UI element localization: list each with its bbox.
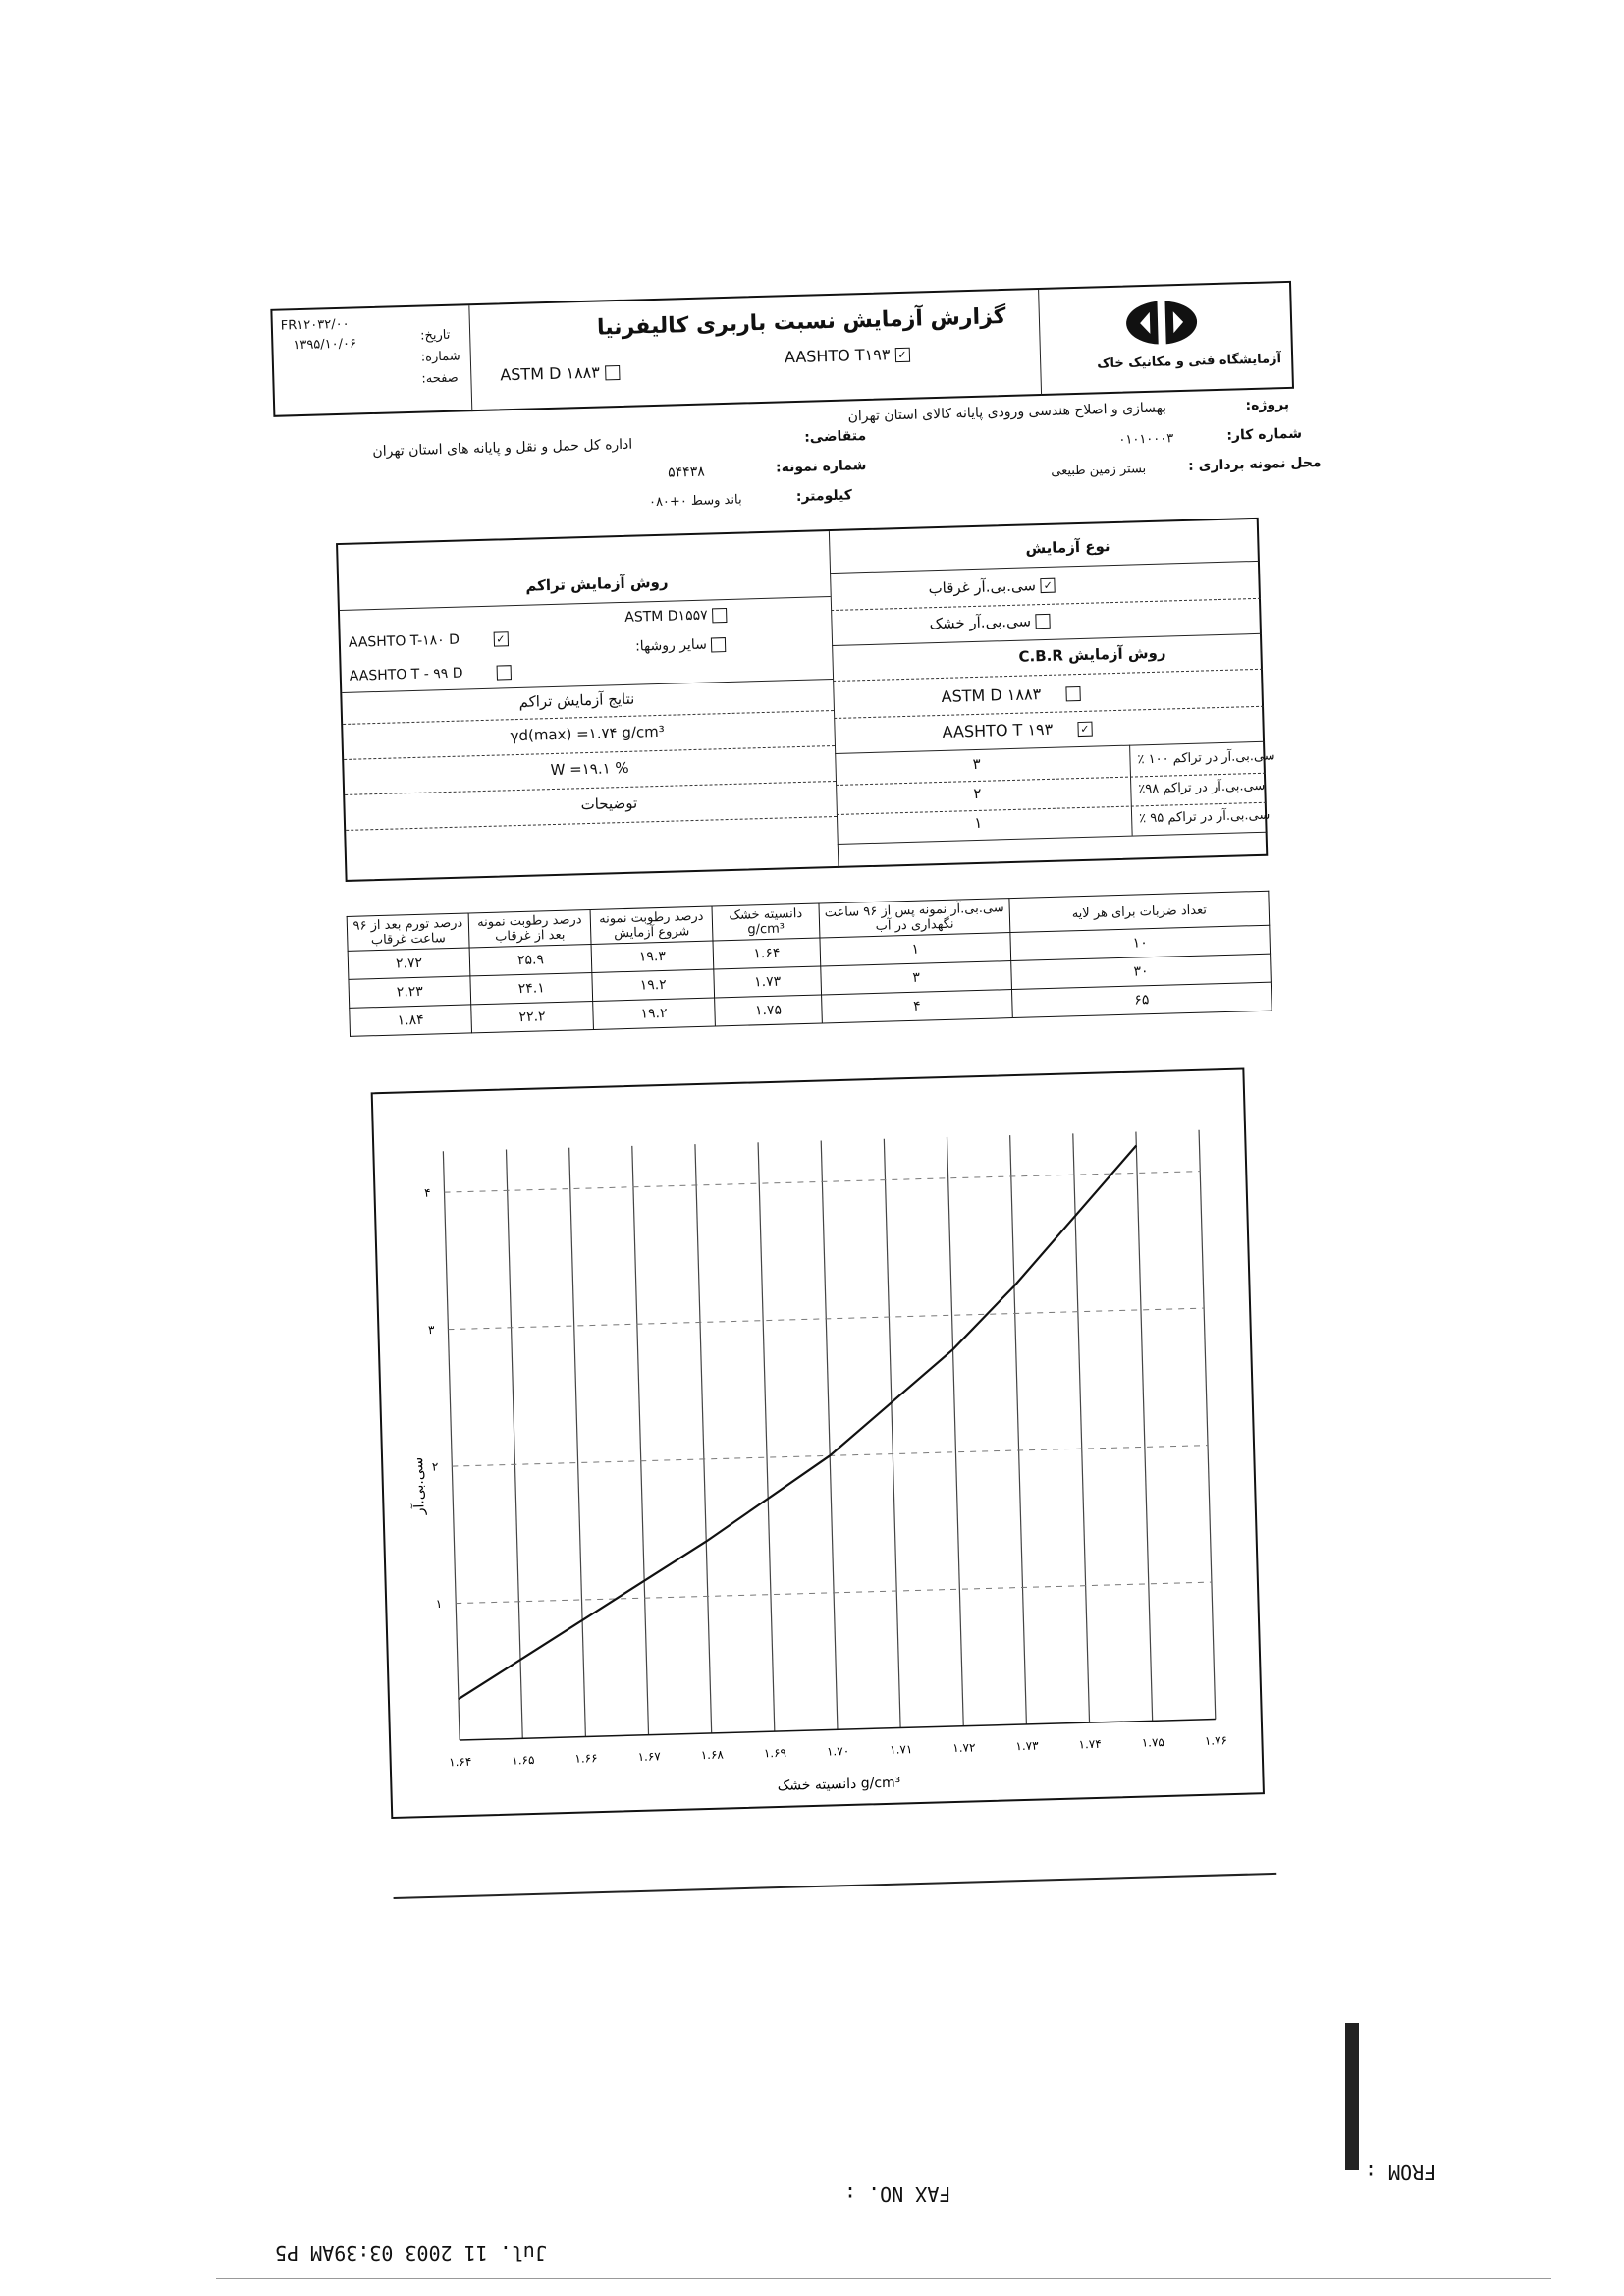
cbr-cell: ۳ [821,961,1012,995]
cbr100-value: ۳ [972,754,981,774]
cbr-cell: ۱ [820,933,1011,966]
remarks-label: توضیحات [580,793,638,814]
sample-no-label: شماره نمونه: [775,457,867,476]
fax-timestamp: Jul. 11 2003 03:39AM P5 [275,2241,547,2265]
x-tick-label: ۱.۶۶ [574,1751,598,1766]
aashto-t180-label: AASHTO T-۱۸۰ D [348,631,460,651]
moisture-after-header: درصد رطوبت نمونه بعد از غرقاب [468,910,591,948]
x-tick-label: ۱.۶۹ [763,1745,787,1761]
moisture-after-cell: ۲۲.۲ [471,1001,594,1032]
x-tick-label: ۱.۷۳ [1015,1738,1039,1754]
y-tick-label: ۳ [427,1323,435,1338]
report-title: گزارش آزمایش نسبت باربری کالیفرنیا [596,303,1006,341]
blows-header: تعداد ضربات برای هر لایه [1009,891,1270,932]
moisture-start-cell: ۱۹.۳ [591,941,714,972]
cbr-header: سی.بی.آر نمونه پس از ۹۶ ساعت نگهداری در آب [819,899,1010,938]
test-type-heading: نوع آزمایش [1025,537,1110,558]
cbr98-label: سی.بی.آر در تراکم ۹۸٪ [1138,778,1266,797]
lab-name: آزمایشگاه فنی و مکانیک خاک [1097,352,1282,372]
x-tick-label: ۱.۶۵ [512,1752,535,1768]
sampling-value: بستر زمین طبیعی [1051,462,1147,479]
unsoaked-label: سی.بی.آر خشک [929,612,1032,633]
dry-density-header: دانسیته خشک g/cm³ [712,903,820,941]
standard-aashto-label: AASHTO T۱۹۳ [784,345,891,367]
aashto-t99-label: AASHTO T - ۹۹ D [349,665,463,684]
y-axis-label: سی.بی.آر [410,1456,428,1515]
y-tick-label: ۴ [423,1185,431,1200]
dry-density-cell: ۱.۷۵ [715,995,823,1026]
gamma-max-value: γd(max) =۱.۷۴ g/cm³ [510,722,666,745]
cbr-aashto-checkbox[interactable]: ✓ [1077,722,1092,737]
cbr-astm-label: ASTM D ۱۸۸۳ [941,684,1042,706]
blows-cell: ۱۰ [1010,925,1271,960]
fax-number-label: FAX NO. : [844,2182,951,2206]
fax-edge-mark [1345,2023,1359,2170]
sample-no-value: ۵۴۴۳۸ [667,464,705,481]
x-tick-label: ۱.۷۵ [1141,1735,1165,1750]
y-tick-label: ۱ [435,1596,443,1612]
km-label: کیلومتر: [795,487,853,505]
client-value: اداره کل حمل و نقل و پایانه های استان تهران [372,436,633,461]
cbr-cell: ۴ [822,990,1013,1023]
blows-cell: ۳۰ [1011,954,1272,989]
x-tick-label: ۱.۷۴ [1078,1736,1102,1752]
swell-cell: ۱.۸۴ [350,1005,472,1036]
x-tick-label: ۱.۶۸ [700,1747,725,1763]
compaction-results-heading: نتایج آزمایش تراکم [518,689,635,711]
project-value: بهسازی و اصلاح هندسی ورودی پایانه کالای استان تهران [847,400,1167,425]
cbr98-value: ۲ [973,784,982,803]
x-tick-label: ۱.۷۲ [952,1740,976,1756]
moisture-start-cell: ۱۹.۲ [593,998,716,1029]
aashto-t180-checkbox[interactable]: ✓ [493,631,508,646]
job-no-value: ۰۱۰۱۰۰۰۳ [1118,431,1174,448]
client-label: متقاضی: [803,427,867,446]
date-label: تاریخ: [419,327,451,344]
soaked-checkbox[interactable]: ✓ [1041,578,1056,593]
moisture-start-header: درصد رطوبت نمونه شروع آزمایش [590,906,713,944]
y-tick-label: ۲ [431,1459,439,1474]
cbr95-label: سی.بی.آر در تراکم ۹۵ ٪ [1138,807,1271,827]
other-method-label: سایر روشها: [634,636,708,655]
cbr95-value: ۱ [973,813,983,833]
cbr100-label: سی.بی.آر در تراکم ۱۰۰ ٪ [1137,748,1275,768]
moisture-start-cell: ۱۹.۲ [592,969,715,1001]
compaction-heading: روش آزمایش تراکم [525,573,669,595]
sampling-label: محل نمونه برداری : [1187,455,1322,474]
moisture-after-cell: ۲۴.۱ [470,972,593,1004]
number-label: شماره: [420,349,460,365]
x-axis-label: دانسیته خشک g/cm³ [777,1775,901,1795]
swell-cell: ۲.۲۳ [349,976,471,1008]
dry-density-cell: ۱.۶۴ [713,938,821,969]
astm-d1557-label: ASTM D۱۵۵۷ [624,607,708,626]
swell-header: درصد تورم بعد از ۹۶ ساعت غرقاب [347,913,469,951]
km-value: باند وسط ۰+۰۸۰ [648,492,742,511]
moisture-after-cell: ۲۵.۹ [469,944,592,975]
blows-cell: ۶۵ [1011,982,1272,1017]
fax-from-label: FROM : [1365,2160,1436,2184]
project-label: پروژه: [1245,396,1290,414]
x-tick-label: ۱.۷۰ [826,1743,850,1759]
x-tick-label: ۱.۶۴ [448,1754,472,1770]
x-tick-label: ۱.۷۱ [889,1742,913,1757]
job-no-label: شماره کار: [1226,425,1303,444]
form-code: FR۱۲۰۳۲/۰۰ [280,316,350,334]
moisture-value: W =۱۹.۱ % [550,758,629,780]
page-label: صفحه: [421,370,459,387]
date-value: ۱۳۹۵/۱۰/۰۶ [293,336,357,354]
swell-cell: ۲.۷۲ [348,948,470,979]
soaked-label: سی.بی.آر غرقاب [928,576,1037,598]
standard-astm-label: ASTM D ۱۸۸۳ [500,362,601,385]
x-tick-label: ۱.۷۶ [1204,1733,1228,1748]
cbr-aashto-label: AASHTO T ۱۹۳ [942,719,1054,741]
cbr-method-heading: روش آزمایش C.B.R [1018,643,1166,666]
aashto-checkbox[interactable]: ✓ [894,348,909,362]
x-tick-label: ۱.۶۷ [637,1749,661,1764]
dry-density-cell: ۱.۷۳ [714,966,822,998]
